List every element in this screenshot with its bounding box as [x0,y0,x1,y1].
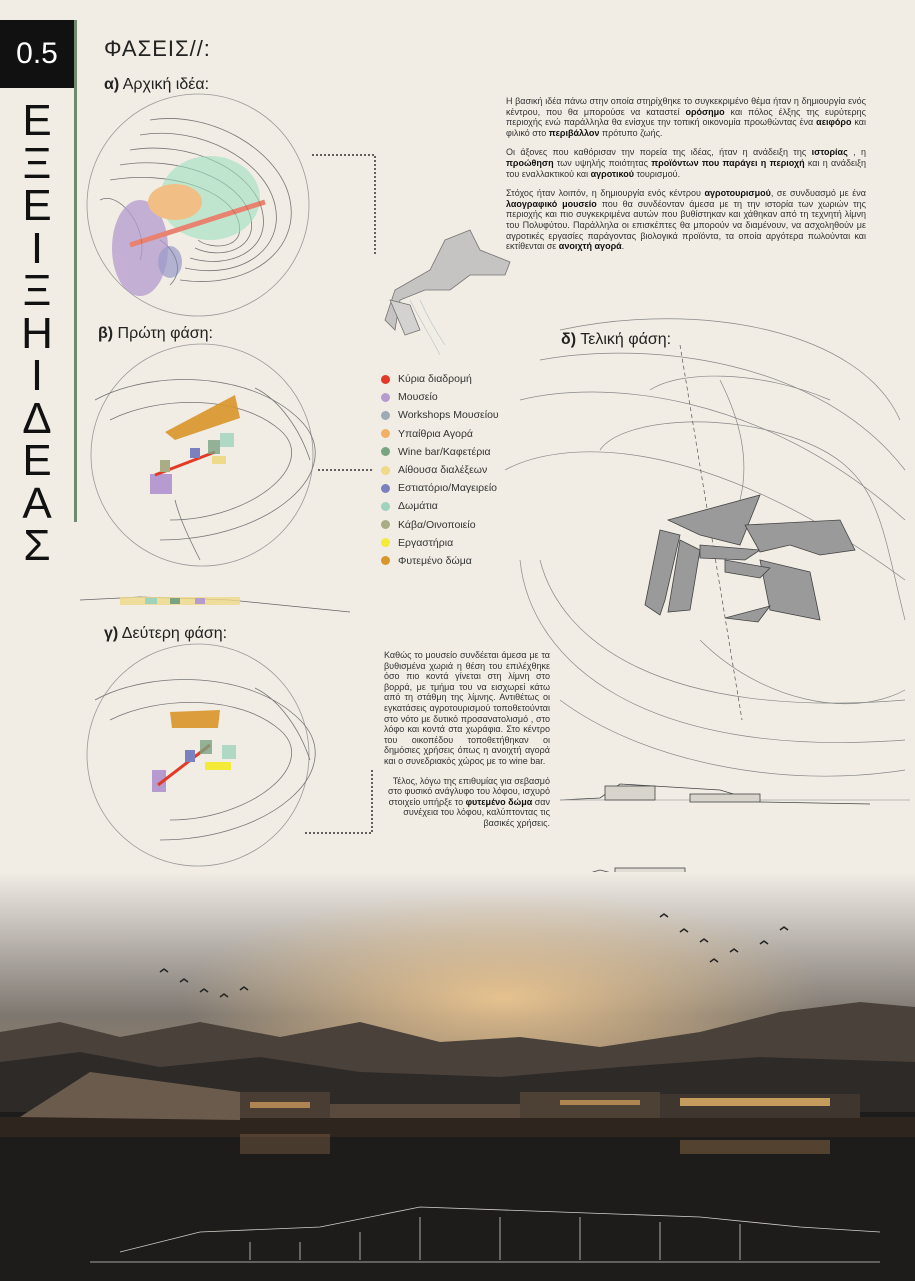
body-text: Η βασική ιδέα πάνω στην οποία στηρίχθηκε το συγκεκριμένο θέμα ήταν η δημιουργία ενός κέντρου, που θα μπορούσε να καταστεί [506,96,866,117]
body-text: και η ανάδειξη του εναλλακτικού και [506,157,867,179]
phases-title: ΦΑΣΕΙΣ//: [104,36,211,61]
vertical-title-letter: Ξ [22,138,52,188]
legend-label: Κάβα/Οινοποιείο [398,518,476,531]
vertical-title-letter: Ε [22,181,52,230]
emphasis-text: αγροτουρισμού [704,188,771,199]
emphasis-text: φυτεμένο δώμα [465,796,533,807]
body-text: και πόλος έλξης της ευρύτερης περιοχής ενώ παράλληλα θα ενίσχυε την τοπική οικονομία προωθώντας ένα [506,106,866,128]
vertical-title-letter: Ξ [22,266,52,315]
phase-c-building [152,710,236,792]
section-number: 0.5 [16,37,58,70]
phase-c-text: Δεύτερη φάση: [121,625,228,642]
legend-label: Wine bar/Καφετέρια [398,445,491,458]
emphasis-text: προϊόντων που παράγει η περιοχή [651,157,805,168]
legend-label: Δωμάτια [398,500,438,513]
body-text: τουρισμού. [633,168,681,179]
phase-b-building [150,395,240,494]
legend-label: Εργαστήρια [398,536,454,549]
vertical-title-letter: Α [22,478,52,528]
concept-sketch [385,230,510,335]
phase-b-text: Πρώτη φάση: [117,325,213,342]
body-text: Στόχος ήταν λοιπόν, η δημιουργία ενός κέντρου [506,188,705,199]
body-text: πρότυπο ζωής. [599,127,663,138]
vertical-title-letter: Ι [30,351,44,400]
final-plan-building [645,495,855,622]
body-text: Τέλος, λόγω της επιθυμίας για σεβασμό στο φυσικό ανάγλυφο του λόφου, ισχυρό στοιχείο υπήρξε το [388,775,550,807]
legend-label: Μουσείο [398,391,438,404]
phase-b-circle [91,344,313,566]
emphasis-text: αειφόρο [816,117,852,128]
body-text: που θα συνδέονταν άμεσα με τη την ιστορία των χωριών της περιοχής και πιο συγκεκριμένα αυτών που βυθίστηκαν και χάθηκαν από τη τεχνητή λίμνη του Πολυφύτου. Παράλληλα οι επισκέπτες θα μπορούν να διαμένουν, να ασχοληθούν με αγροτικές εργασίες παράγοντας βιολογικά προϊόντα, τα οποία αργότερα πωλούνται και εκτίθενται σε [506,198,867,252]
body-text: Οι άξονες που καθόρισαν την πορεία της ιδέας, ήταν η ανάδειξη της [506,147,812,158]
legend-label: Workshops Μουσείου [398,409,499,422]
emphasis-text: λαογραφικό μουσείο [506,198,597,209]
render-image [0,872,915,1281]
emphasis-text: προώθηση [506,157,554,168]
body-text: Καθώς το μουσείο συνδέεται άμεσα με τα βυθισμένα χωριά η θέση του επιλέχθηκε όσο πιο κοντά γίνεται στη λίμνη στο βορρά, με τμήμα του να εισχωρεί κάτω από τη στάθμη της λίμνης. Αντιθέτως οι εγκατάσεις αγροτουρισμού τοποθετούνται στο νότο με δυτικό προσανατολισμό , στο λόφο και κοντά στα χωράφια. Στο κέντρο του οικοπέδου τοποθετήθηκαν οι δημόσιες χρήσεις όπως η ανοιχτή αγορά και ο συνεδριακός χώρος με το wine bar. [384,650,550,766]
vertical-title-letter: Η [21,308,53,358]
vertical-title-letter: Ε [22,436,52,485]
phase-b-section [80,597,350,612]
legend-label: Φυτεμένο δώμα [398,554,472,567]
body-text: , η [847,147,866,158]
emphasis-text: περιβάλλον [548,127,600,138]
emphasis-text: ιστορίας [811,147,848,158]
phase-b-prefix: β) [98,325,114,342]
phase-a-text: Αρχική ιδέα: [122,76,210,93]
final-sections [548,784,910,880]
legend-label: Υπαίθρια Αγορά [398,427,474,440]
emphasis-text: ανοιχτή αγορά [558,241,622,252]
phase-d-prefix: δ) [561,331,577,348]
emphasis-text: αγροτικού [590,168,634,179]
render-image-svg [0,872,915,1281]
body-text: . [621,241,625,252]
vertical-title-letter: Ε [22,96,52,145]
body-text: των υψηλής ποιότητας [553,157,652,168]
emphasis-text: ορόσημο [685,106,725,117]
vertical-title-letter: Δ [22,393,52,443]
legend-label: Κύρια διαδρομή [398,373,472,386]
vertical-title-letter: Σ [23,521,51,570]
phase-c-prefix: γ) [104,625,119,642]
body-text: σαν συνέχεια του λόφου, καλύπτοντας τις βασικές χρήσεις. [403,796,550,828]
legend-label: Αίθουσα διαλέξεων [398,464,488,477]
vertical-title-letter: Ι [30,223,44,273]
body-text: , σε συνδυασμό με ένα [770,188,866,199]
phase-d-text: Τελική φάση: [580,331,672,348]
phase-a-prefix: α) [104,76,120,93]
legend-label: Εστιατόριο/Μαγειρείο [398,482,497,495]
body-text: και φιλικό στο [506,117,866,138]
